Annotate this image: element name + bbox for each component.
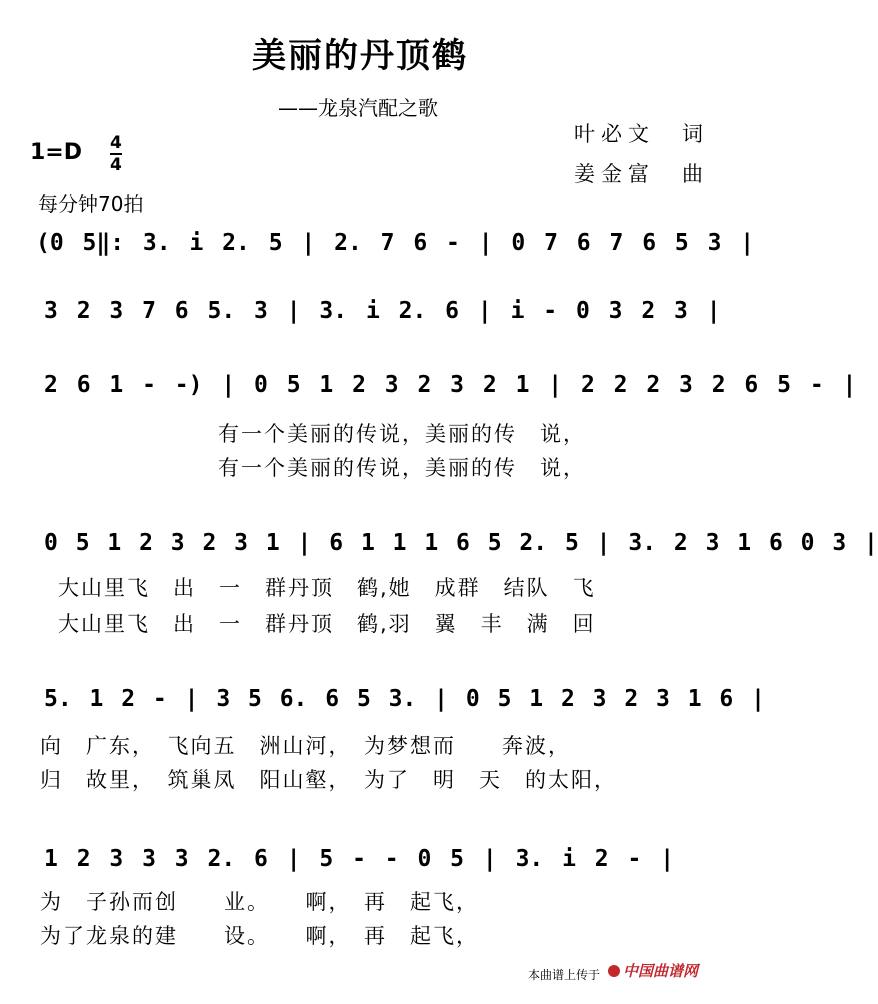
upload-note: 本曲谱上传于 bbox=[528, 968, 601, 982]
lyricist-credit: 叶必文 词 bbox=[574, 122, 709, 146]
lyric-verse-1: 为 子孙而创 业。 啊， 再 起飞， bbox=[40, 890, 479, 914]
lyric-verse-2: 归 故里， 筑巢凤 阳山壑， 为了 明 天 的太阳， bbox=[40, 768, 617, 792]
notation-line: 1 2 3 3 3 2. 6 | 5 - - 0 5 | 3. i 2 - | bbox=[44, 846, 675, 872]
lyric-verse-1: 向 广东， 飞向五 洲山河， 为梦想而 奔波， bbox=[40, 734, 571, 758]
notation-line: 2 6 1 - -) | 0 5 1 2 3 2 3 2 1 | 2 2 2 3 2 6 5 - | bbox=[44, 372, 857, 398]
tempo-marking: 每分钟70拍 bbox=[38, 192, 144, 216]
site-logo-icon bbox=[608, 965, 620, 977]
composer-credit: 姜金富 曲 bbox=[574, 162, 709, 186]
notation-line: 5. 1 2 - | 3 5 6. 6 5 3. | 0 5 1 2 3 2 3 1 6 | bbox=[44, 686, 765, 712]
song-subtitle: ——龙泉汽配之歌 bbox=[278, 96, 438, 120]
site-logo-text: 中国曲谱网 bbox=[623, 962, 699, 980]
key-signature: 1=D bbox=[30, 140, 83, 165]
song-title: 美丽的丹顶鹤 bbox=[252, 36, 468, 76]
notation-line: 3 2 3 7 6 5. 3 | 3. i 2. 6 | i - 0 3 2 3 | bbox=[44, 298, 721, 324]
score-system-3 bbox=[0, 370, 857, 530]
lyric-verse-1: 有一个美丽的传说，美丽的传 说， bbox=[218, 422, 586, 446]
lyric-verse-2: 有一个美丽的传说，美丽的传 说， bbox=[218, 456, 586, 480]
lyric-verse-1: 大山里飞 出 一 群丹顶 鹤,她 成群 结队 飞 bbox=[58, 576, 596, 600]
score-system-5 bbox=[0, 684, 765, 844]
score-system-4 bbox=[0, 528, 878, 688]
lyric-verse-2: 大山里飞 出 一 群丹顶 鹤,羽 翼 丰 满 回 bbox=[58, 612, 596, 636]
time-signature-bottom: 4 bbox=[110, 155, 122, 175]
notation-line: 0 5 1 2 3 2 3 1 | 6 1 1 1 6 5 2. 5 | 3. 2 3 1 6 0 3 | bbox=[44, 530, 878, 556]
notation-line: (0 5‖: 3. i 2. 5 | 2. 7 6 - | 0 7 6 7 6 5 3 | bbox=[36, 230, 755, 256]
time-signature bbox=[110, 134, 122, 174]
lyric-verse-2: 为了龙泉的建 设。 啊， 再 起飞， bbox=[40, 924, 479, 948]
time-signature-top: 4 bbox=[110, 133, 122, 153]
site-logo bbox=[608, 960, 698, 981]
